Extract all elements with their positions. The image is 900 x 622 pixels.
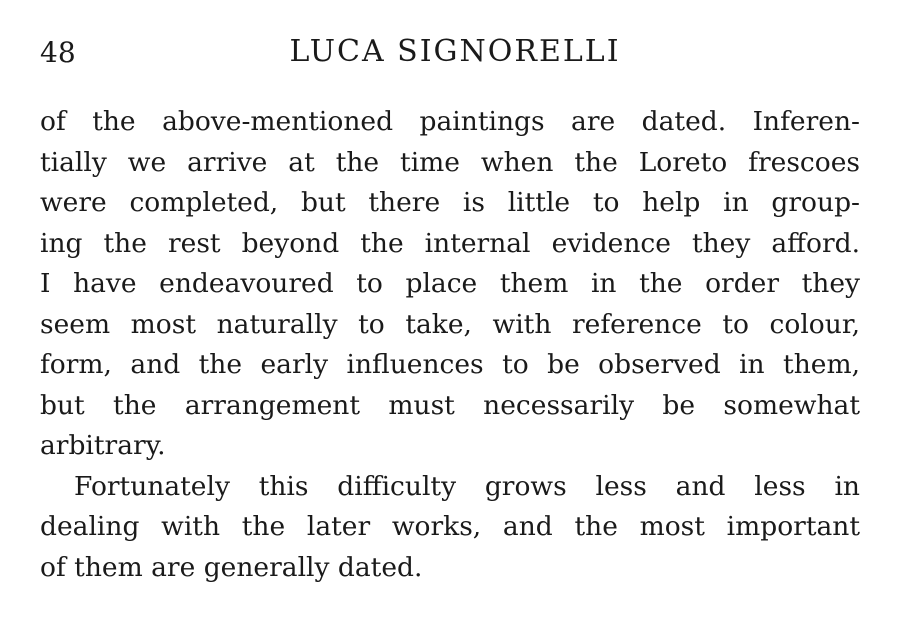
text-line: of the above-mentioned paintings are dated. Inferen- [40,106,860,137]
text-line: seem most naturally to take, with reference to colour, [40,308,860,340]
body-text [40,102,860,588]
paragraph-2 [40,467,860,589]
page-number: 48 [40,36,76,69]
text-line: arbitrary. [40,430,166,461]
paragraph-1 [40,102,860,467]
text-line: I have endeavoured to place them in the order they [40,268,860,299]
text-line: tially we arrive at the time when the Loreto frescoes [40,146,860,178]
text-line: Fortunately this difficulty grows less and less in [74,470,860,502]
text-line: of them are generally dated. [40,551,423,583]
book-page [40,30,860,588]
running-title: LUCA SIGNORELLI [289,34,621,69]
text-line: were completed, but there is little to help in group- [40,187,860,218]
text-line: dealing with the later works, and the most important [40,511,860,542]
text-line: ing the rest beyond the internal evidence they afford. [40,227,860,259]
running-head [40,30,860,76]
text-line: form, and the early influences to be observed in them, [40,349,860,380]
text-line: but the arrangement must necessarily be somewhat [40,389,860,421]
